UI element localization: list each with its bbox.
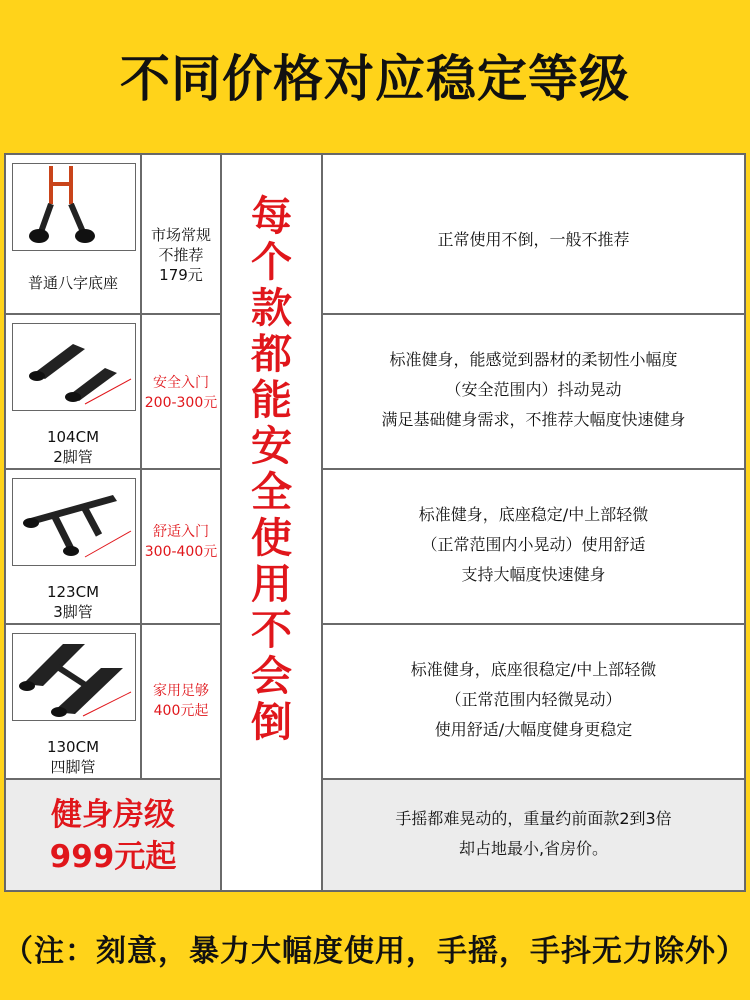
product-cell-104 <box>5 314 141 469</box>
desc-cell-123 <box>322 469 745 624</box>
desc-line: 标准健身，底座很稳定/中上部轻微 <box>410 660 657 679</box>
product-length: 130CM <box>46 738 100 756</box>
price-line: 家用足够 <box>153 683 209 699</box>
footer-note: （注：刻意，暴力大幅度使用，手摇，手抖无力除外） <box>3 933 747 969</box>
slogan-char: 全 <box>251 468 292 516</box>
price-line: 市场常规 <box>150 226 211 244</box>
header-banner <box>0 0 750 150</box>
footer-banner <box>0 895 750 1000</box>
gym-desc-cell <box>322 779 745 891</box>
desc-line: （安全范围内）抖动晃动 <box>445 380 622 399</box>
desc-line: 却占地最小,省房价。 <box>458 839 609 858</box>
desc-line: （正常范围内小晃动）使用舒适 <box>421 535 646 554</box>
gym-grade-price: 999元起 <box>49 839 177 875</box>
slogan-char: 款 <box>251 284 292 332</box>
product-cell-123 <box>5 469 141 624</box>
slogan-char: 用 <box>251 560 292 608</box>
desc-line: （正常范围内轻微晃动） <box>445 690 622 709</box>
desc-line: 使用舒适/大幅度健身更稳定 <box>434 720 633 739</box>
price-line: 不推荐 <box>158 246 204 264</box>
center-slogan <box>222 193 321 745</box>
center-slogan-column <box>221 154 322 891</box>
slogan-char: 会 <box>251 652 292 700</box>
desc-line: 标准健身，能感觉到器材的柔韧性小幅度 <box>389 350 678 369</box>
price-cell-123 <box>141 469 221 624</box>
desc-cell-130 <box>322 624 745 779</box>
product-legs: 2脚管 <box>53 448 93 466</box>
price-cell-basic <box>141 154 221 314</box>
comparison-table <box>4 153 746 892</box>
slogan-char: 使 <box>251 514 292 562</box>
product-legs: 3脚管 <box>53 603 93 621</box>
product-cell-basic <box>5 154 141 314</box>
price-cell-104 <box>141 314 221 469</box>
product-length: 104CM <box>46 428 100 446</box>
product-legs: 四脚管 <box>50 758 96 776</box>
desc-cell-basic <box>322 154 745 314</box>
slogan-char: 都 <box>251 330 292 378</box>
gym-grade-cell <box>5 779 221 891</box>
slogan-char: 倒 <box>251 698 292 746</box>
product-image-basic <box>12 163 136 251</box>
product-cell-130 <box>5 624 141 779</box>
slogan-char: 安 <box>251 422 292 470</box>
price-line: 300-400元 <box>144 544 218 560</box>
desc-line: 正常使用不倒，一般不推荐 <box>437 230 630 249</box>
desc-line: 手摇都难晃动的，重量约前面款2到3倍 <box>395 809 672 828</box>
desc-line: 满足基础健身需求，不推荐大幅度快速健身 <box>381 410 686 429</box>
desc-line: 标准健身，底座稳定/中上部轻微 <box>418 505 649 524</box>
price-line: 舒适入门 <box>153 524 209 540</box>
desc-cell-104 <box>322 314 745 469</box>
desc-line: 支持大幅度快速健身 <box>461 565 606 584</box>
page-title: 不同价格对应稳定等级 <box>120 50 630 108</box>
gym-grade-title: 健身房级 <box>51 797 175 833</box>
product-name: 普通八字底座 <box>27 274 118 292</box>
slogan-char: 个 <box>251 238 292 286</box>
slogan-char: 不 <box>251 606 292 654</box>
product-image-123 <box>12 478 136 566</box>
product-image-104 <box>12 323 136 411</box>
price-line: 179元 <box>159 266 203 284</box>
product-image-130 <box>12 633 136 721</box>
product-length: 123CM <box>46 583 100 601</box>
price-line: 200-300元 <box>144 395 218 411</box>
slogan-char: 能 <box>251 376 292 424</box>
price-line: 400元起 <box>153 703 209 719</box>
slogan-char: 每 <box>251 192 292 240</box>
price-cell-130 <box>141 624 221 779</box>
price-line: 安全入门 <box>153 375 209 391</box>
